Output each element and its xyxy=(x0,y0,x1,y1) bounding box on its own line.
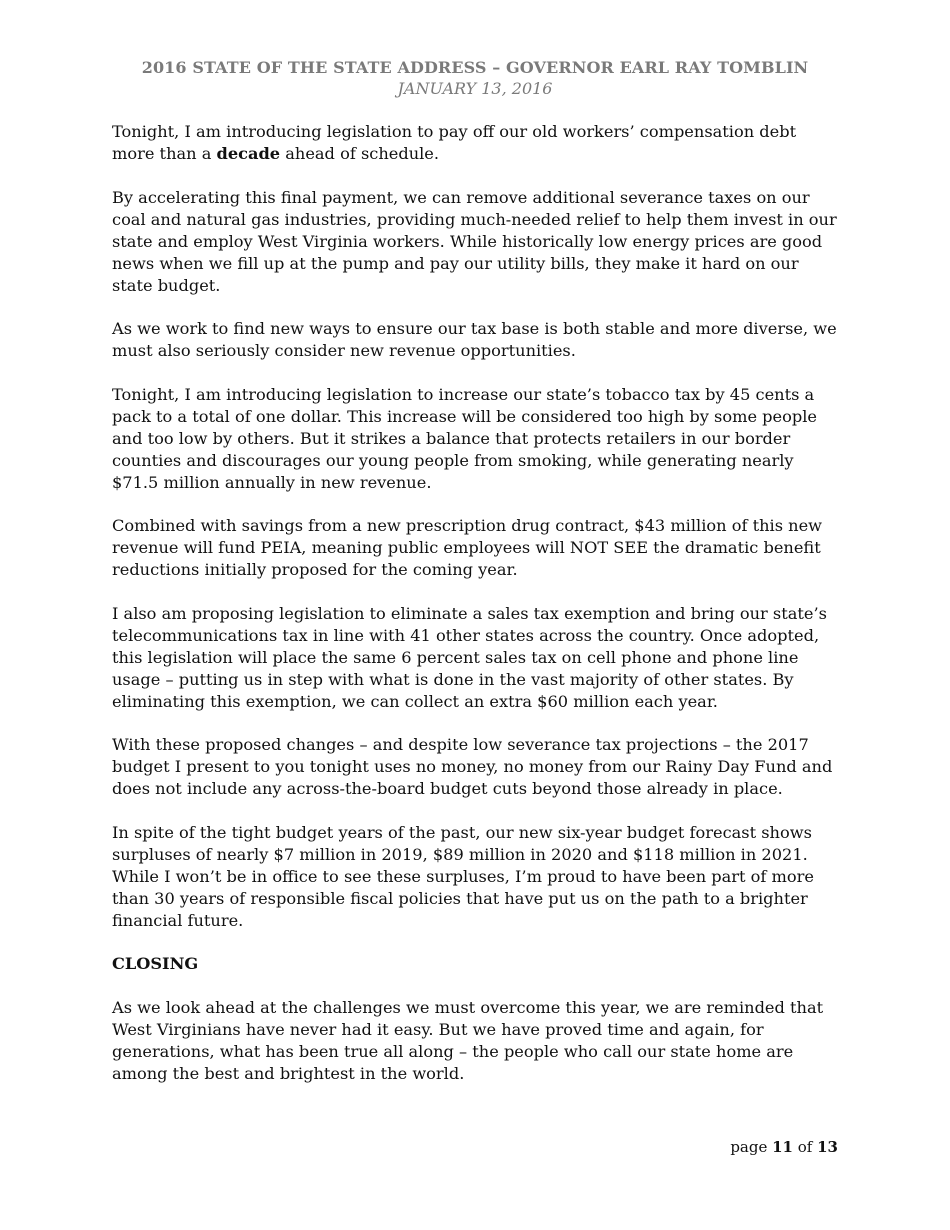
paragraph-1-text-start: Tonight, I am introducing legislation to pay off our old workers’ compensation debt more than a xyxy=(112,122,797,163)
header-title: 2016 STATE OF THE STATE ADDRESS – GOVERNOR EARL RAY TOMBLIN xyxy=(141,58,809,77)
paragraph-3: As we work to find new ways to ensure our tax base is both stable and more diverse, we must also seriously consider new revenue opportunities. xyxy=(112,319,837,360)
paragraph-1 xyxy=(112,121,842,165)
paragraph-8: In spite of the tight budget years of the past, our new six-year budget forecast shows surpluses of nearly $7 million in 2019, $89 million in 2020 and $118 million in 2021. While I won’t be in office to see these surpluses, I’m proud to have been part of more than 30 years of responsible fiscal policies that have put us on the path to a brighter financial future. xyxy=(112,822,814,930)
closing-heading: CLOSING xyxy=(112,954,199,973)
page-header xyxy=(0,57,950,99)
paragraph-5: Combined with savings from a new prescription drug contract, $43 million of this new revenue will fund PEIA, meaning public employees will NOT SEE the dramatic benefit reductions initially proposed for the coming year. xyxy=(112,516,823,579)
header-date: JANUARY 13, 2016 xyxy=(397,79,553,98)
paragraph-1-bold-word: decade xyxy=(216,144,281,163)
paragraph-6: I also am proposing legislation to eliminate a sales tax exemption and bring our state’s telecommunications tax in line with 41 other states across the country. Once adopted, this legislation will place the same 6 percent sales tax on cell phone and phone line usage – putting us in step with what is done in the vast majority of other states. By eliminating this exemption, we can collect an extra $60 million each year. xyxy=(112,603,827,711)
paragraph-7: With these proposed changes – and despite low severance tax projections – the 2017 budget I present to you tonight uses no money, no money from our Rainy Day Fund and does not include any across-the-board budget cuts beyond those already in place. xyxy=(112,735,833,798)
page-of-label: of xyxy=(793,1138,818,1156)
paragraph-4: Tonight, I am introducing legislation to increase our state’s tobacco tax by 45 cents a pack to a total of one dollar. This increase will be considered too high by some people and too low by others. But it strikes a balance that protects retailers in our border counties and discourages our young people from smoking, while generating nearly $71.5 million annually in new revenue. xyxy=(112,384,817,492)
paragraph-2: By accelerating this final payment, we can remove additional severance taxes on our coal and natural gas industries, providing much-needed relief to help them invest in our state and employ West Virginia workers. While historically low energy prices are good news when we fill up at the pump and pay our utility bills, they make it hard on our state budget. xyxy=(112,187,837,295)
page-current: 11 xyxy=(772,1138,793,1156)
page-total: 13 xyxy=(817,1138,838,1156)
page-label: page xyxy=(730,1138,773,1156)
paragraph-1-text-end: ahead of schedule. xyxy=(280,144,440,163)
paragraph-9: As we look ahead at the challenges we must overcome this year, we are reminded that West Virginians have never had it easy. But we have proved time and again, for generations, what has been true all along – the people who call our state home are among the best and brightest in the world. xyxy=(112,997,824,1083)
page-number xyxy=(730,1137,838,1157)
speech-body xyxy=(112,121,842,1106)
